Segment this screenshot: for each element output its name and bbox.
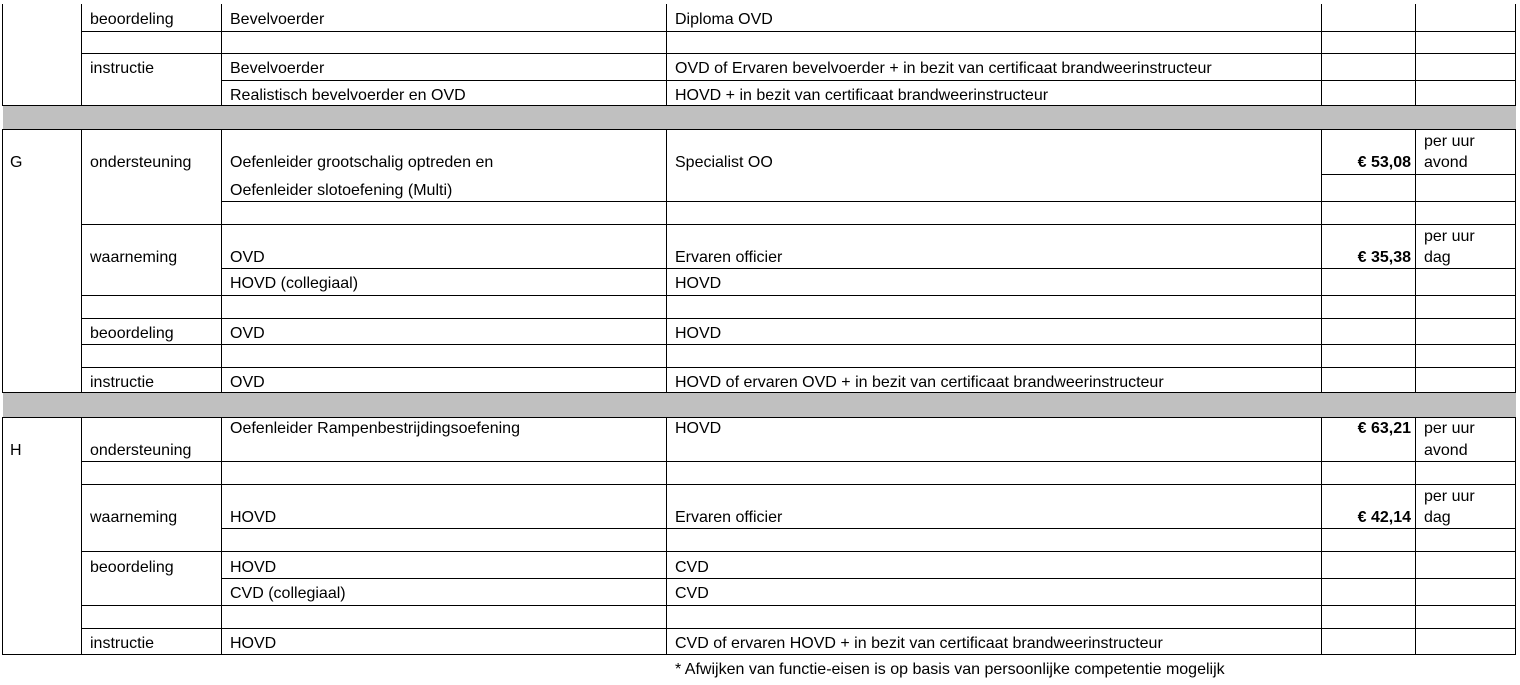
requirement-cell: HOVD + in bezit van certificaat brandweerinstructeur [675, 87, 1049, 104]
unit-cell: dag [1424, 249, 1451, 266]
section-letter: G [10, 154, 23, 171]
role-cell: OVD [230, 325, 265, 342]
role-cell: OVD [230, 374, 265, 391]
role-cell: HOVD [230, 559, 277, 576]
category-label: ondersteuning [90, 442, 192, 459]
role-cell: Oefenleider grootschalig optreden en [230, 154, 494, 171]
unit-cell: avond [1424, 442, 1468, 459]
section-letter: H [10, 442, 22, 459]
price-cell: € 42,14 [1357, 509, 1411, 526]
role-cell: HOVD [230, 635, 277, 652]
category-label: beoordeling [90, 559, 174, 576]
requirement-cell: Diploma OVD [675, 11, 773, 28]
requirement-cell: Ervaren officier [675, 509, 783, 526]
role-cell: Bevelvoerder [230, 11, 325, 28]
role-cell: CVD (collegiaal) [230, 585, 346, 602]
role-cell: Oefenleider slotoefening (Multi) [230, 182, 453, 199]
requirement-cell: CVD of ervaren HOVD + in bezit van certificaat brandweerinstructeur [675, 635, 1163, 652]
unit-cell: dag [1424, 509, 1451, 526]
requirement-cell: Specialist OO [675, 154, 773, 171]
category-label: instructie [90, 635, 155, 652]
requirement-cell: HOVD [675, 325, 722, 342]
role-cell: OVD [230, 249, 265, 266]
requirement-cell: OVD of Ervaren bevelvoerder + in bezit van certificaat brandweerinstructeur [675, 60, 1212, 77]
category-label: beoordeling [90, 325, 174, 342]
price-cell: € 53,08 [1357, 154, 1411, 171]
unit-cell: per uur [1424, 420, 1475, 437]
role-cell: HOVD [230, 509, 277, 526]
unit-cell: per uur [1424, 488, 1475, 505]
role-cell: HOVD (collegiaal) [230, 275, 359, 292]
unit-cell: avond [1424, 154, 1468, 171]
section-separator-fg [3, 106, 1516, 129]
price-cell: € 63,21 [1357, 420, 1411, 437]
footnote: * Afwijken van functie-eisen is op basis van persoonlijke competentie mogelijk [675, 661, 1225, 678]
unit-cell: per uur [1424, 228, 1475, 245]
category-label: waarneming [90, 249, 178, 266]
role-cell: Realistisch bevelvoerder en OVD [230, 87, 466, 104]
category-label: instructie [90, 60, 155, 77]
requirement-cell: Ervaren officier [675, 249, 783, 266]
role-cell: Oefenleider Rampenbestrijdingsoefening [230, 420, 520, 437]
unit-cell: per uur [1424, 133, 1475, 150]
category-label: beoordeling [90, 11, 174, 28]
requirement-cell: CVD [675, 559, 709, 576]
price-cell: € 35,38 [1357, 249, 1411, 266]
role-cell: Bevelvoerder [230, 60, 325, 77]
requirement-cell: HOVD [675, 275, 722, 292]
category-label: waarneming [90, 509, 178, 526]
requirement-cell: HOVD [675, 420, 722, 437]
requirement-cell: HOVD of ervaren OVD + in bezit van certificaat brandweerinstructeur [675, 374, 1164, 391]
section-separator-gh [3, 393, 1516, 417]
requirement-cell: CVD [675, 585, 709, 602]
category-label: instructie [90, 374, 155, 391]
category-label: ondersteuning [90, 154, 192, 171]
